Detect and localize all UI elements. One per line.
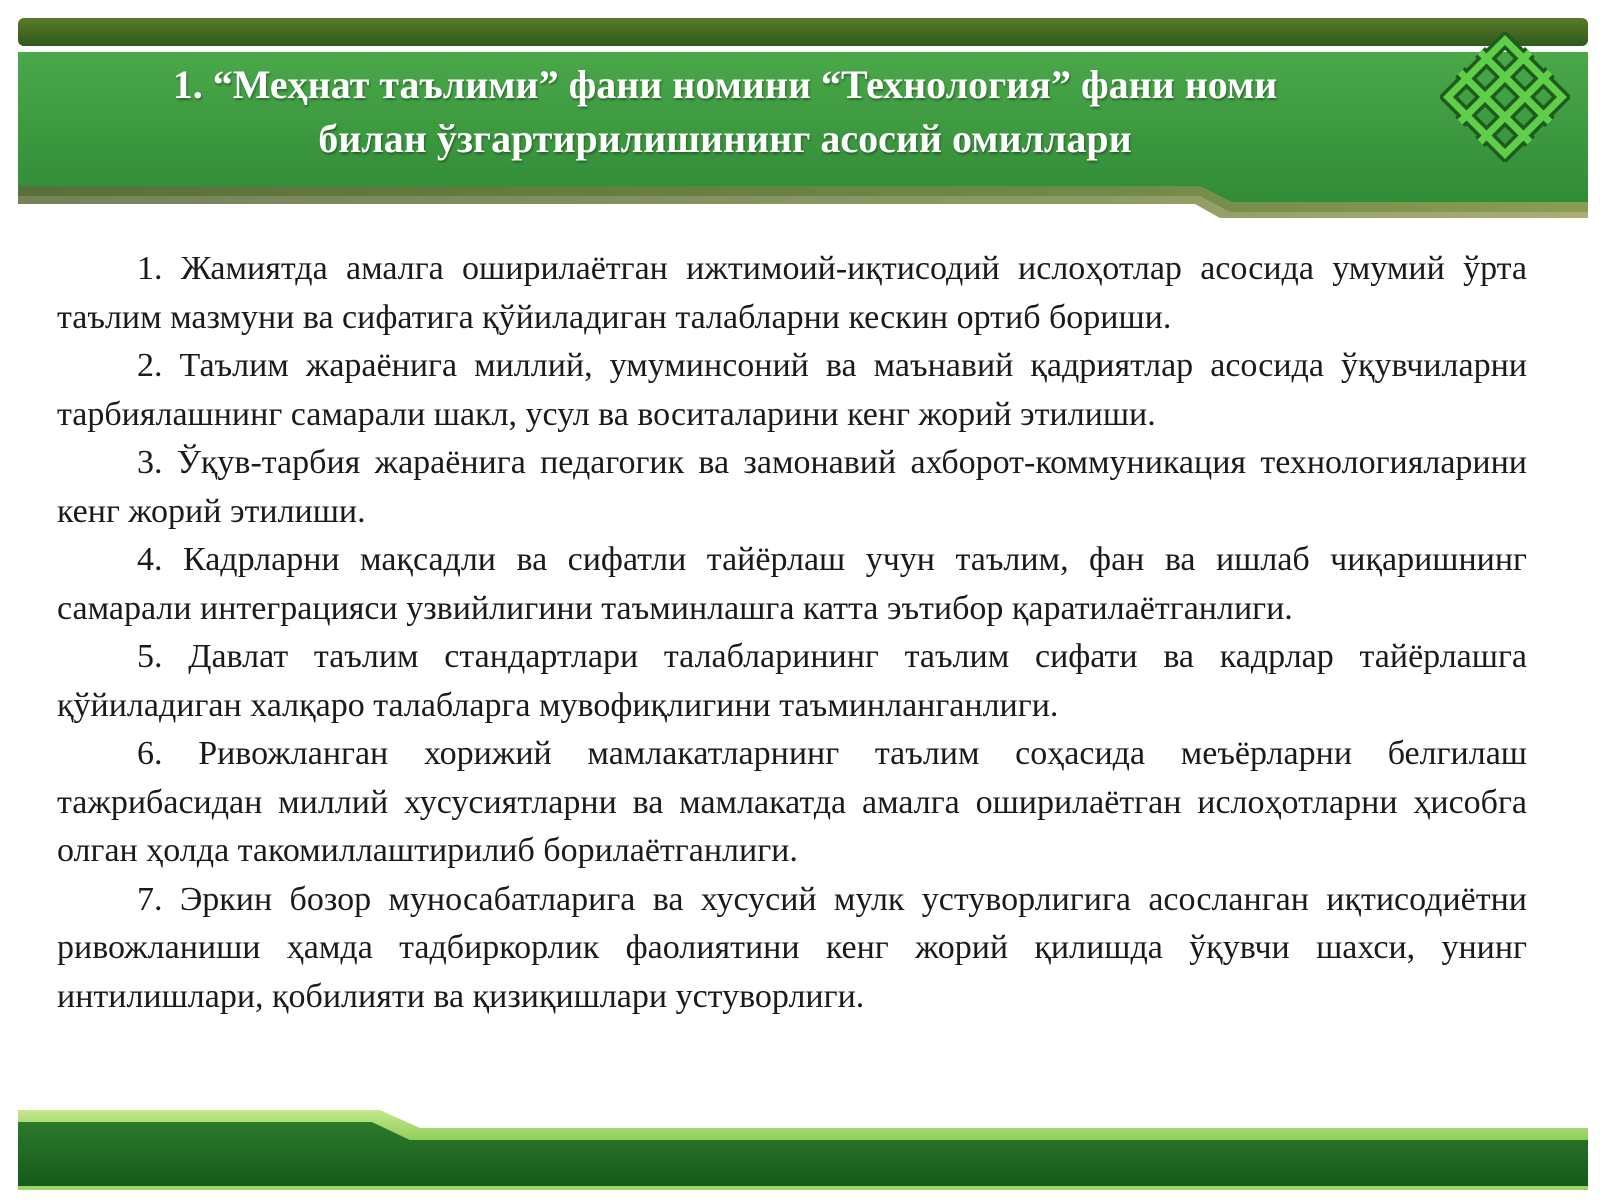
- list-item-5: 5. Давлат таълим стандартлари талабларининг таълим сифати ва кадрлар тайёрлашга қўйиладиган халқаро талабларга мувофиқлигини таъминланганлиги.: [57, 638, 1527, 724]
- title-line-2: билан ўзгартирилишининг асосий омиллари: [318, 116, 1132, 161]
- header-banner: [0, 0, 1600, 230]
- page-title: [80, 58, 1370, 166]
- title-line-1: 1. “Меҳнат таълими” фани номини “Технология” фани номи: [172, 62, 1278, 107]
- list-item-4: 4. Кадрларни мақсадли ва сифатли тайёрлаш учун таълим, фан ва ишлаб чиқаришнинг самарали интеграцияси узвийлигини таъминлашга катта эътибор қаратилаётганлиги.: [57, 541, 1527, 627]
- list-item-7: 7. Эркин бозор муносабатларига ва хусусий мулк устуворлигига асосланган иқтисодиётни ривожланиши ҳамда тадбиркорлик фаолиятини кенг жорий қилишда ўқувчи шахси, унинг интилишлари, қобилияти ва қизиқишлари устуворлиги.: [57, 880, 1527, 1015]
- list-item-6: 6. Ривожланган хорижий мамлакатларнинг таълим соҳасида меъёрларни белгилаш тажрибасидан миллий хусусиятларни ва мамлакатда амалга оширилаётган ислоҳотларни ҳисобга олган ҳолда такомиллаштирилиб борилаётганлиги.: [57, 735, 1527, 869]
- list-item-1: 1. Жамиятда амалга оширилаётган ижтимоий-иқтисодий ислоҳотлар асосида умумий ўрта таълим мазмуни ва сифатига қўйиладиган талабларни кескин ортиб бориши.: [57, 250, 1527, 336]
- footer-banner: [0, 1110, 1600, 1200]
- interlaced-knot-icon: [1440, 32, 1570, 162]
- footer-banner-shape: [0, 1110, 1600, 1200]
- body-text: [57, 245, 1527, 1021]
- list-item-2: 2. Таълим жараёнига миллий, умуминсоний ва маънавий қадриятлар асосида ўқувчиларни тарбиялашнинг самарали шакл, усул ва воситаларини кенг жорий этилиши.: [57, 347, 1527, 433]
- list-item-3: 3. Ўқув-тарбия жараёнига педагогик ва замонавий ахборот-коммуникация технологияларини кенг жорий этилиши.: [57, 444, 1527, 530]
